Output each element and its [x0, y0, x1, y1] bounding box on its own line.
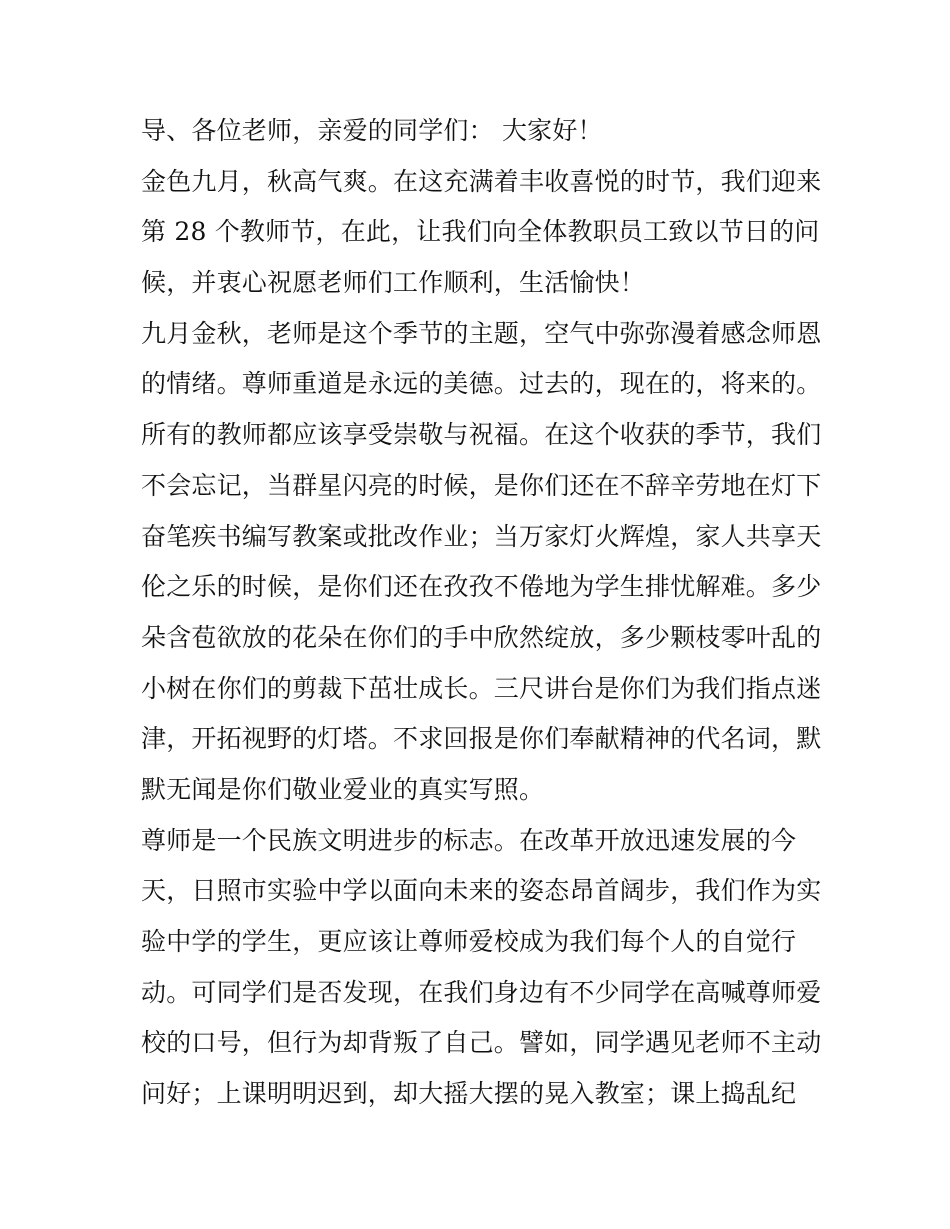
text-line: 奋笔疾书编写教案或批改作业；当万家灯火辉煌，家人共享天 [141, 521, 822, 551]
text-line: 验中学的学生，更应该让尊师爱校成为我们每个人的自觉行 [141, 927, 797, 956]
text-line: 候，并衷心祝愿老师们工作顺利，生活愉快！ [141, 268, 646, 298]
text-line: 津，开拓视野的灯塔。不求回报是你们奉献精神的代名词，默 [141, 724, 822, 754]
text-line: 伦之乐的时候，是你们还在孜孜不倦地为学生排忧解难。多少 [141, 572, 822, 602]
text-line: 导、各位老师，亲爱的同学们： 大家好！ [141, 116, 603, 145]
text-line: 默无闻是你们敬业爱业的真实写照。 [141, 774, 545, 804]
text-line: 朵含苞欲放的花朵在你们的手中欣然绽放，多少颗枝零叶乱的 [141, 622, 822, 652]
text-line: 天，日照市实验中学以面向未来的姿态昂首阔步，我们作为实 [141, 876, 822, 906]
text-line: 小树在你们的剪裁下茁壮成长。三尺讲台是你们为我们指点迷 [141, 673, 822, 703]
text-line: 的情绪。尊师重道是永远的美德。过去的，现在的，将来的。 [141, 369, 822, 399]
text-line: 尊师是一个民族文明进步的标志。在改革开放迅速发展的今 [141, 825, 797, 855]
text-line: 校的口号，但行为却背叛了自己。譬如，同学遇见老师不主动 [141, 1028, 822, 1058]
text-line: 第 28 个教师节，在此，让我们向全体教职员工致以节日的问 [141, 217, 820, 247]
text-line: 金色九月，秋高气爽。在这充满着丰收喜悦的时节，我们迎来 [141, 166, 822, 196]
text-line: 问好；上课明明迟到，却大摇大摆的晃入教室；课上捣乱纪 [141, 1079, 797, 1109]
speech-text [141, 106, 831, 1120]
text-line: 不会忘记，当群星闪亮的时候，是你们还在不辞辛劳地在灯下 [141, 470, 822, 500]
text-line: 所有的教师都应该享受崇敬与祝福。在这个收获的季节，我们 [141, 420, 822, 450]
text-line: 动。可同学们是否发现，在我们身边有不少同学在高喊尊师爱 [141, 977, 822, 1007]
text-line: 九月金秋，老师是这个季节的主题，空气中弥弥漫着感念师恩 [141, 318, 822, 348]
